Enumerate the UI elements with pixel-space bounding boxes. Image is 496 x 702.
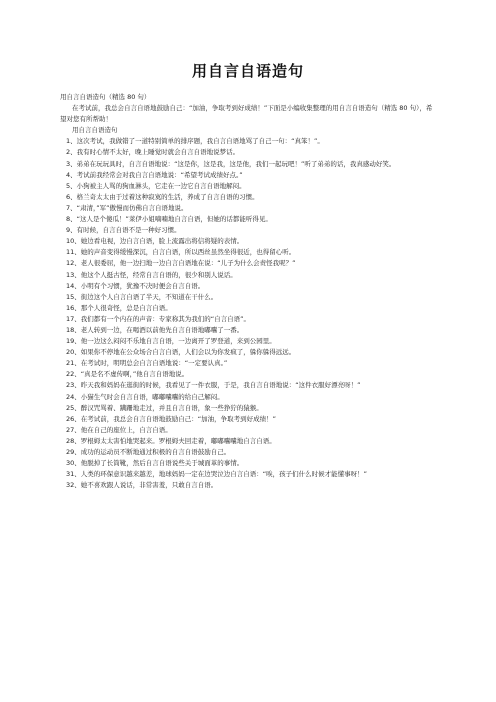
- sentence-item: 21、在考试时，明明总会自言自语地说：“一定要认真。”: [66, 359, 228, 368]
- sentence-item: 27、他在自己的座位上，自言自语。: [66, 425, 172, 434]
- header-line: 用自言自语造句（精选 80 句）: [60, 93, 151, 101]
- sentence-item: 23、昨天我和妈妈在逛街的时候，我看见了一件衣服，于是，我自言自语地说：“这件衣服好漂亮呀！”: [66, 381, 361, 390]
- sentence-item: 25、醉汉咒骂着、蹒跚地走过，并且自言自语，象一些狰狞的猿猴。: [66, 403, 263, 412]
- document-body: [60, 92, 438, 491]
- sentence-item: 17、我们都有一个内在的声音：专家称其为我们的“自言自语”。: [66, 314, 251, 323]
- page-title: 用自言自语造句: [191, 62, 304, 80]
- sentence-item: 8、“这人是个傻瓜！”莱伊小姐喃喃地自言自语，但她的话都能听得见。: [66, 215, 272, 224]
- sentence-item: 29、成功的运动员不断地通过积极的自言自语鼓励自己。: [66, 448, 231, 456]
- sentence-item: 24、小猫生气时会自言自语，嘟嘟囔囔的给自己解闷。: [66, 392, 224, 401]
- sentence-item: 3、弟弟在玩玩具时，自言自语地说：“这是你，这是我，这是他，我们一起玩吧！”听了弟弟的话，我真感动好笑。: [66, 159, 396, 168]
- subheading: 用自言自语造句: [72, 126, 118, 135]
- sentence-item: 20、如果你不停地在公众场合自言自语，人们会以为你发疯了，躲你躲得远远。: [66, 348, 296, 357]
- sentence-item: 16、那个人很奇怪，总是自言自语。: [66, 303, 172, 312]
- sentence-item: 30、他脱掉了长筒靴，然后自言自语说些关于城面革的事情。: [66, 459, 244, 468]
- sentence-item: 2、我有时心情不太好，晚上睡觉时就会自言自语地说梦话。: [66, 148, 240, 157]
- sentence-item: 5、小狗被主人骂的狗血淋头，它走在一边它自言自语地解闷。: [66, 181, 246, 190]
- sentence-item: 26、在考试前，我总会自言自语地鼓励自己：“加油，争取考到好成绩！”: [66, 414, 277, 423]
- sentence-item: 7、“肃清，”军”傲慢而仿佛自言自语地说。: [66, 203, 188, 212]
- sentence-item: 14、小明有个习惯，犹豫不决时便会自言自语。: [66, 281, 205, 290]
- sentence-item: 15、街边这个人自言自语了半天，不知道在干什么。: [66, 292, 218, 301]
- sentence-item: 32、她不喜欢跟人说话，非常害羞，只敢自言自语。: [66, 481, 218, 490]
- intro-paragraph: 在考试前，我总会自言自语地鼓励自己：“加油，争取考到好成绩！”下面是小编收集整理的用自言自语造句（精选 80 句），希望对您有所帮助！: [60, 104, 433, 124]
- sentence-item: 18、老人转到一边，在喝酒以前他先自言自语地嘟囔了一番。: [66, 325, 244, 334]
- sentence-item: 12、老人很委屈，他一边扫地一边自言自语地在说：“儿子为什么会责怪我呢？”: [66, 259, 296, 268]
- sentence-item: 13、他这个人挺古怪，经常自言自语的，很少和别人说话。: [66, 270, 237, 279]
- sentence-item: 31、人类的环保意识越来越差，地球妈妈一定在边哭泣边自言自语：“唉，孩子们什么时候才能懂事呀！”: [66, 470, 368, 479]
- sentence-item: 11、她的声音变得缓慢深沉，自言自语，所以西丝虽然坐得很近，也得留心听。: [66, 248, 296, 257]
- sentence-item: 4、考试前我经常会对我自言自语地说：“希望考试成绩好点。”: [66, 170, 243, 179]
- sentence-item: 9、有时候，自言自语不是一种好习惯。: [66, 226, 181, 235]
- sentence-item: 19、他一边这么闷闷不乐地自言自语，一边离开了罗登道，来到公园里。: [66, 337, 276, 346]
- sentence-item: 6、格兰奇太太由于过着这种寂寞的生活，养成了自言自语的习惯。: [66, 192, 259, 201]
- sentence-item: 28、罗根姆太太害怕地哭起来。罗根姆夫回走着，嘟嘟囔囔地自言自语。: [66, 436, 276, 445]
- sentence-item: 1、这次考试，我做错了一道特别简单的排序题，我自言自语地骂了自己一句：“真笨！”。: [66, 137, 324, 146]
- sentence-item: 22、“真是名不虚传啊，”他自言自语地说。: [66, 370, 189, 379]
- sentence-item: 10、她边看电视，边自言自语，脸上流露出将信将疑的表情。: [66, 237, 244, 246]
